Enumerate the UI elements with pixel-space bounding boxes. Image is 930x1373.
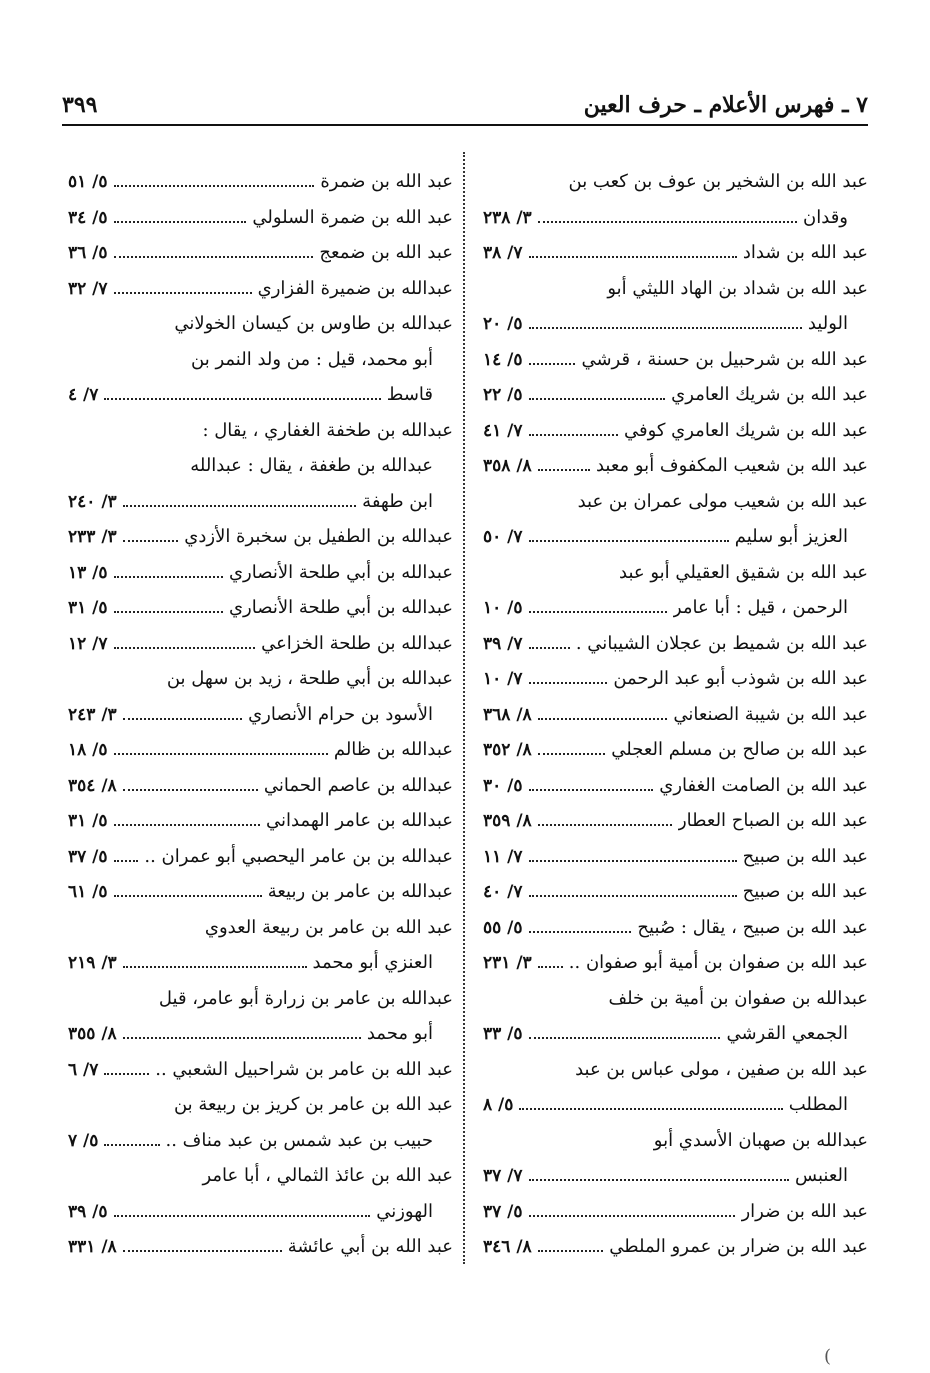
index-entry-line [483,803,868,839]
entry-name: عبد الله بن شريك العامري [671,384,868,405]
index-entry [483,164,868,235]
entry-name: عبدالله بن طخفة الغفاري ، يقال : [202,419,453,441]
leader-dots [123,528,179,542]
entry-name: عبد الله بن صبيح [742,845,868,867]
leader-dots [114,209,247,223]
leader-dots [114,635,256,649]
volume-page-ref: ٥/ ١٤ [483,349,523,370]
entry-name: أبو محمد، قيل : من ولد النمر بن [191,348,433,370]
leader-dots [123,1025,361,1039]
leader-dots [538,954,563,968]
leader-dots [529,919,632,933]
index-entry [483,448,868,484]
index-entry-line [68,484,453,520]
index-entry [68,1158,453,1229]
entry-name: المطلب [788,1094,848,1115]
volume-page-ref: ٧/ ٤١ [483,420,523,441]
entry-name: العزيز أبو سليم [734,526,848,547]
index-entry [483,732,868,768]
volume-page-ref: ٥/ ٣٣ [483,1024,523,1044]
entry-name: عبدالله بن عامر الهمداني [265,810,453,831]
entry-name: عبد الله بن صالح بن مسلم العجلي [611,739,868,760]
entry-name: عبد الله بن شعيب المكفوف أبو معبد [595,455,868,476]
index-entry [68,803,453,839]
volume-page-ref: ٣/ ٢٣١ [483,953,532,973]
index-entry-line [68,555,453,591]
volume-page-ref: ٨/ ٣٥٢ [483,740,532,760]
volume-page-ref: ٧/ ٤٠ [483,882,523,902]
entry-name: عبدالله بن صهبان الأسدي أبو [653,1129,868,1151]
index-entry-line [483,200,868,236]
index-entry [483,413,868,449]
leader-dots [123,777,258,791]
leader-dots [529,1203,736,1217]
index-entry [68,1229,453,1265]
index-entry [68,910,453,981]
entry-name: عبد الله بن صفوان بن أمية أبو صفوان .. [568,952,868,973]
leader-dots [123,1238,282,1252]
index-entry-line [68,342,453,378]
volume-page-ref: ٥/ ١٨ [68,740,108,760]
index-entry-line [483,697,868,733]
volume-page-ref: ٥/ ١٠ [483,598,523,618]
entry-name: عبد الله بن الصباح العطار [677,810,868,831]
index-entry-line [483,981,868,1017]
entry-name: عبد الله بن الشخير بن عوف بن كعب بن [568,171,868,192]
index-entry-line [68,874,453,910]
index-entry-line [483,1158,868,1194]
entry-name: عبد الله بن شقيق العقيلي أبو عبد [619,561,868,583]
index-entry-line [68,1123,453,1159]
index-entry-line [483,306,868,342]
index-entry-line [68,839,453,875]
index-entry [68,590,453,626]
leader-dots [529,777,654,791]
entry-name: عبدالله بن ضميرة الفزاري [257,277,453,299]
entry-name: عبد الله بن عائذ الثمالي ، أبا عامر [202,1165,453,1186]
index-entry-line [68,1087,453,1123]
leader-dots [529,422,618,436]
index-entry-line [68,413,453,449]
volume-page-ref: ٧/ ٣٧ [483,1166,523,1186]
volume-page-ref: ٥/ ٢٠ [483,314,523,334]
leader-dots [529,1025,721,1039]
entry-name: عبدالله بن أبي طلحة ، زيد بن سهل بن [166,668,453,689]
index-column-right [483,164,868,1265]
leader-dots [529,386,666,400]
entry-name: العنبس [795,1165,848,1186]
leader-dots [519,1096,782,1110]
index-entry [68,555,453,591]
volume-page-ref: ٨/ ٣٥٩ [483,811,532,831]
index-entry-line [68,1194,453,1230]
index-entry [483,1229,868,1265]
index-entry [483,626,868,662]
entry-name: عبدالله بن الطفيل بن سخبرة الأزدي [184,526,453,547]
volume-page-ref: ٧/ ٦ [68,1059,99,1080]
index-entry-line [68,803,453,839]
leader-dots [104,1061,149,1075]
index-entry [68,200,453,236]
leader-dots [529,351,576,365]
index-entry [68,1087,453,1158]
index-entry-line [483,1052,868,1088]
leader-dots [104,386,380,400]
index-entry-line [483,1123,868,1159]
index-entry-line [483,555,868,591]
index-entry [483,1194,868,1230]
index-entry-line [483,519,868,555]
leader-dots [538,457,590,471]
index-entry [68,661,453,732]
leader-dots [529,599,667,613]
leader-dots [123,706,242,720]
entry-name: عبد الله بن صبيح ، يقال : صُبيح [637,916,868,938]
leader-dots [529,315,802,329]
index-entry-line [483,377,868,413]
leader-dots [538,209,797,223]
entry-name: عبد الله بن شيبة الصنعاني [673,703,868,725]
index-entry [483,839,868,875]
index-entry-line [68,1052,453,1088]
index-entry-line [483,945,868,981]
volume-page-ref: ٥/ ٢٢ [483,385,523,405]
leader-dots [114,564,223,578]
corner-mark: ( [824,1346,832,1367]
index-entry-line [68,164,453,200]
leader-dots [529,1167,789,1181]
index-entry [68,768,453,804]
index-entry [68,271,453,307]
page-header [62,82,868,126]
index-entry [68,981,453,1052]
index-entry [68,235,453,271]
leader-dots [114,244,314,258]
index-entry [68,519,453,555]
leader-dots [114,741,328,755]
volume-page-ref: ٥/ ٣٧ [68,846,108,867]
index-entry [68,306,453,413]
entry-name: ابن طهفة [362,490,433,512]
entry-name: عبدالله بن عاصم الحماني [263,774,453,796]
index-entry [483,484,868,555]
index-entry [483,945,868,981]
volume-page-ref: ٧/ ٣٩ [483,633,523,654]
index-entry-line [68,1016,453,1052]
index-entry [483,1052,868,1123]
index-entry [483,981,868,1052]
leader-dots [529,670,608,684]
index-entry-line [483,413,868,449]
volume-page-ref: ٥/ ٥٥ [483,917,523,938]
entry-name: عبدالله بن أبي طلحة الأنصاري [228,561,453,583]
leader-dots [538,812,672,826]
leader-dots [114,883,262,897]
index-entry [68,626,453,662]
entry-name: عبد الله بن عامر بن شراحبيل الشعبي .. [155,1058,453,1080]
volume-page-ref: ٧/ ٤ [68,385,99,405]
index-entry-line [483,1087,868,1123]
index-entry [483,874,868,910]
index-entry-line [68,377,453,413]
leader-dots [123,954,307,968]
index-entry-line [483,626,868,662]
leader-dots [538,1238,604,1252]
index-entry-line [68,306,453,342]
leader-dots [114,848,139,862]
entry-name: عبد الله بن شعيب مولى عمران بن عبد [577,490,868,512]
leader-dots [123,493,356,507]
index-entry-line [483,1194,868,1230]
volume-page-ref: ٨/ ٣٣١ [68,1237,117,1257]
index-column-left [68,164,453,1265]
page-number: ٣٩٩ [62,92,98,118]
entry-name: عبد الله بن شداد بن الهاد الليثي أبو [607,277,868,299]
volume-page-ref: ٧/ ١٠ [483,669,523,689]
volume-page-ref: ٥/ ٦١ [68,882,108,902]
leader-dots [538,741,606,755]
entry-name: عبد الله بن ضمرة [320,171,453,192]
index-entry [483,910,868,946]
index-entry [483,697,868,733]
entry-name: عبدالله بن أبي طلحة الأنصاري [228,597,453,618]
index-entry-line [68,910,453,946]
volume-page-ref: ٨/ ٣٥٤ [68,775,117,796]
column-divider [463,152,465,1264]
volume-page-ref: ٣/ ٢٣٣ [68,527,117,547]
entry-name: عبد الله بن عامر بن ربيعة العدوي [204,916,453,938]
volume-page-ref: ٨/ ٣٥٥ [68,1024,117,1044]
entry-name: عبدالله بن صفوان بن أمية بن خلف [608,987,868,1009]
index-entry [483,235,868,271]
leader-dots [114,599,223,613]
index-entry-line [68,448,453,484]
volume-page-ref: ٨/ ٣٥٨ [483,456,532,476]
index-entry [68,413,453,520]
volume-page-ref: ٧/ ٥٠ [483,527,523,547]
volume-page-ref: ٣/ ٢٣٨ [483,207,532,228]
index-entry [68,732,453,768]
entry-name: العنزي أبو محمد [312,952,433,973]
volume-page-ref: ٧/ ٣٨ [483,243,523,263]
volume-page-ref: ٥/ ٥١ [68,172,108,192]
index-entry-line [483,1229,868,1265]
entry-name: الجمعي القرشي [726,1023,848,1044]
leader-dots [114,173,315,187]
index-entry-line [68,732,453,768]
entry-name: حبيب بن عبد شمس بن عبد مناف .. [165,1129,433,1151]
entry-name: عبدالله بن عامر بن ربيعة [267,881,453,902]
leader-dots [529,244,737,258]
entry-name: عبد الله بن شريك العامري كوفي [623,419,868,441]
leader-dots [114,1203,371,1217]
volume-page-ref: ٣/ ٢١٩ [68,953,117,973]
index-entry-line [68,697,453,733]
index-entry-line [483,874,868,910]
index-entry [68,874,453,910]
entry-name: عبد الله بن شداد [742,242,868,263]
entry-name: عبدالله بن ظالم [333,739,453,760]
entry-name: عبدالله بن بن عامر اليحصبي أبو عمران .. [144,845,453,867]
leader-dots [538,706,668,720]
index-entry [483,803,868,839]
index-entry-line [68,271,453,307]
volume-page-ref: ٥/ ٣٤ [68,207,108,228]
index-entry-line [68,981,453,1017]
volume-page-ref: ٥/ ٣١ [68,811,108,831]
index-entry [483,342,868,378]
entry-name: عبدالله بن طلحة الخزاعي [261,632,453,654]
leader-dots [529,635,570,649]
index-entry [483,768,868,804]
index-entry-line [68,590,453,626]
index-entry-line [483,271,868,307]
index-entry-line [68,235,453,271]
index-entry-line [483,1016,868,1052]
index-entry-line [68,200,453,236]
entry-name: وقدان [803,206,848,228]
volume-page-ref: ٨/ ٣٤٦ [483,1237,532,1257]
index-entry-line [483,661,868,697]
entry-name: عبد الله بن الصامت الغفاري [659,774,868,796]
volume-page-ref: ٥/ ٧ [68,1130,99,1151]
volume-page-ref: ٥/ ٣٧ [483,1201,523,1222]
leader-dots [529,848,737,862]
index-entry-line [68,1229,453,1265]
volume-page-ref: ٧/ ١١ [483,846,523,867]
index-entry [483,377,868,413]
index-entry [483,271,868,342]
entry-name: عبد الله بن أبي عائشة [287,1236,453,1257]
volume-page-ref: ٥/ ١٣ [68,562,108,583]
volume-page-ref: ٣/ ٢٤٠ [68,491,117,512]
entry-name: عبد الله بن صفين ، مولى عباس بن عبد [575,1058,868,1080]
entry-name: الرحمن ، قيل : أبا عامر [672,597,848,618]
index-entry-line [483,484,868,520]
entry-name: عبدالله بن عامر بن زرارة أبو عامر، قيل [158,987,453,1009]
index-entry-line [68,945,453,981]
entry-name: عبد الله بن ضمعج [319,242,453,263]
index-entry-line [483,768,868,804]
index-entry-line [483,164,868,200]
index-entry-line [483,235,868,271]
index-entry [68,164,453,200]
index-entry [483,555,868,626]
entry-name: عبد الله بن شرحبيل بن حسنة ، قرشي [581,348,868,370]
entry-name: عبدالله بن طاوس بن كيسان الخولاني [174,313,453,334]
index-entry-line [68,661,453,697]
index-entry-line [68,626,453,662]
index-entry-line [68,1158,453,1194]
volume-page-ref: ٨/ ٣٦٨ [483,704,532,725]
index-entry-line [68,519,453,555]
leader-dots [529,528,729,542]
index-entry-line [483,839,868,875]
page-title: ٧ ـ فهرس الأعلام ـ حرف العين [583,92,868,118]
volume-page-ref: ٥/ ٨ [483,1095,514,1115]
volume-page-ref: ٧/ ٣٢ [68,278,108,299]
entry-name: عبد الله بن شوذب أبو عبد الرحمن [613,668,868,689]
entry-name: عبد الله بن شميط بن عجلان الشيباني . [575,632,868,654]
leader-dots [114,812,260,826]
leader-dots [529,883,737,897]
entry-name: أبو محمد [366,1023,433,1044]
entry-name: الأسود بن حرام الأنصاري [248,703,433,725]
leader-dots [114,280,252,294]
index-entry [483,1123,868,1194]
entry-name: عبد الله بن ضرار بن عمرو الملطي [609,1236,868,1257]
index-entry-line [483,590,868,626]
index-entry [68,839,453,875]
index-entry-line [483,342,868,378]
entry-name: عبد الله بن ضمرة السلولي [252,206,453,228]
index-entry [68,1052,453,1088]
volume-page-ref: ٧/ ١٢ [68,633,108,654]
entry-name: عبد الله بن صبيح [742,881,868,902]
volume-page-ref: ٥/ ٣٠ [483,775,523,796]
volume-page-ref: ٥/ ٣١ [68,598,108,618]
volume-page-ref: ٣/ ٢٤٣ [68,704,117,725]
index-entry-line [483,732,868,768]
entry-name: الهوزني [376,1200,433,1222]
entry-name: عبدالله بن طغفة ، يقال : عبدالله [190,455,433,476]
index-entry [483,661,868,697]
entry-name: الوليد [807,313,848,334]
entry-name: عبد الله بن ضرار [741,1200,868,1222]
entry-name: قاسط [386,384,433,405]
index-entry-line [483,910,868,946]
leader-dots [104,1132,159,1146]
index-entry-line [68,768,453,804]
volume-page-ref: ٥/ ٣٦ [68,243,108,263]
index-entry-line [483,448,868,484]
volume-page-ref: ٥/ ٣٩ [68,1201,108,1222]
entry-name: عبد الله بن عامر بن كريز بن ربيعة بن [173,1094,453,1115]
